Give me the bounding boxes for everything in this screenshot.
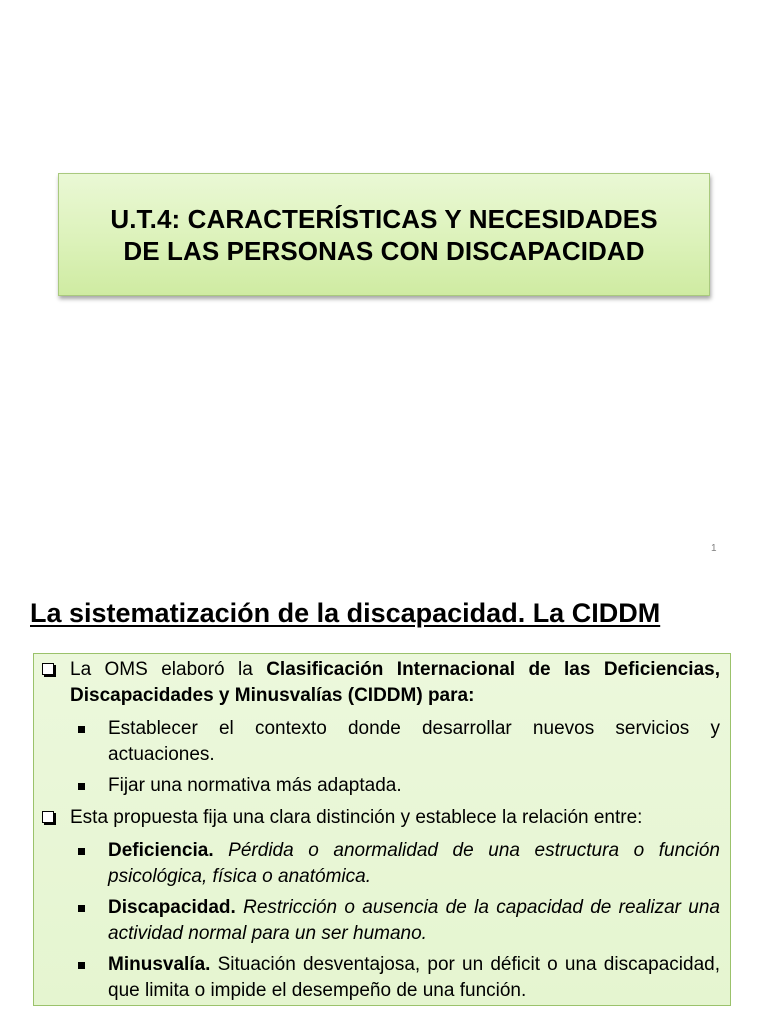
sub-item-text [108, 952, 720, 1004]
sub-list-item-deficiencia [78, 838, 720, 890]
square-bullet-icon [78, 962, 85, 969]
definition: Restricción o ausencia de la capacidad de realizar una actividad normal para un ser humano. [108, 897, 720, 944]
term: Deficiencia. [108, 840, 214, 861]
sub-item-text [108, 838, 720, 890]
list-item-oms [42, 657, 720, 709]
sub-list-item-minusvalia [78, 952, 720, 1004]
sub-list-item [78, 716, 720, 768]
page-number: 1 [711, 543, 717, 554]
slide-title-line-1: U.T.4: CARACTERÍSTICAS Y NECESIDADES [110, 203, 658, 234]
sub-list-item-discapacidad [78, 895, 720, 947]
definition: Situación desventajosa, por un déficit o una discapacidad, que limita o impide el desempeño de una función. [108, 954, 720, 1001]
slide-title-line-2: DE LAS PERSONAS CON DISCAPACIDAD [123, 235, 645, 266]
square-bullet-icon [78, 726, 85, 733]
title-box [58, 173, 710, 296]
square-bullet-icon [78, 905, 85, 912]
sub-item-text [108, 895, 720, 947]
term: Minusvalía. [108, 954, 211, 975]
sub-item-text: Fijar una normativa más adaptada. [108, 775, 402, 796]
square-bullet-icon [78, 848, 85, 855]
slide-2-title: La sistematización de la discapacidad. La CIDDM [30, 598, 661, 628]
sub-list-item [78, 773, 720, 799]
definition: Pérdida o anormalidad de una estructura o función psicológica, física o anatómica. [108, 840, 720, 887]
square-bullet-icon [78, 783, 85, 790]
list-item-propuesta [42, 805, 720, 831]
checkbox-bullet-icon [42, 663, 54, 675]
content-box [33, 653, 731, 1006]
checkbox-bullet-icon [42, 811, 54, 823]
list-item-text [70, 657, 720, 709]
list-item-text: Esta propuesta fija una clara distinción y establece la relación entre: [70, 807, 643, 828]
term: Discapacidad. [108, 897, 236, 918]
sub-item-text: Establecer el contexto donde desarrollar nuevos servicios y actuaciones. [108, 718, 720, 765]
item-prefix: La OMS elaboró la [70, 659, 267, 680]
item-bold-text: Clasificación Internacional de las Deficiencias, Discapacidades y Minusvalías (CIDDM) para: [70, 659, 720, 706]
